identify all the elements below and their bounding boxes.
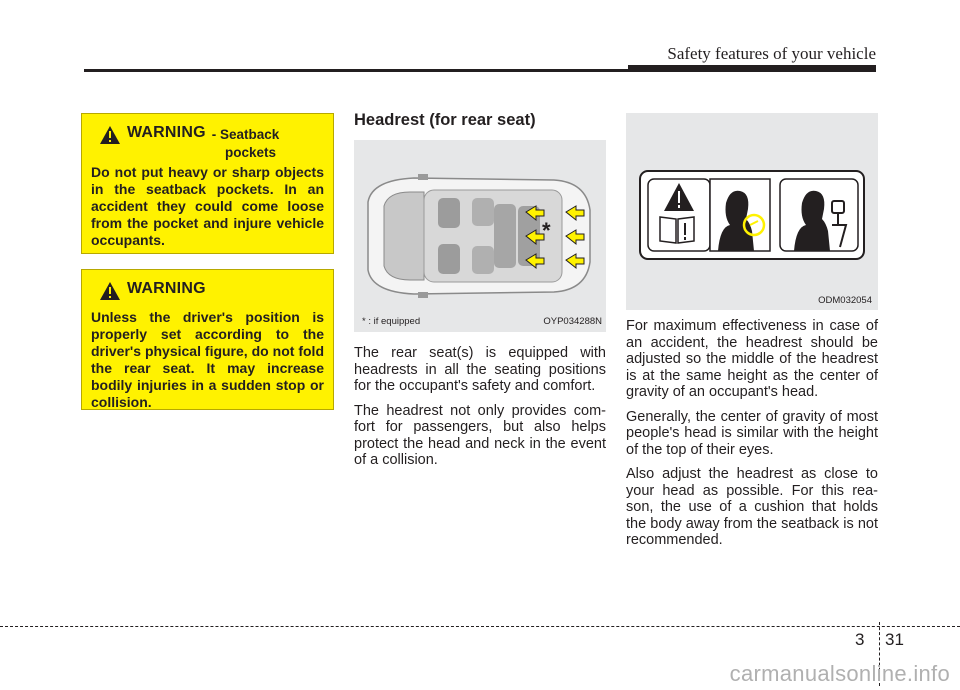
paragraph: For maximum effectiveness in case of an accident, the headrest should be adjusted so the middle of the headrest is at the same height as the center of gravity of an occupant's head.	[626, 318, 878, 400]
figure-footnote: * : if equipped	[362, 316, 421, 327]
headrest-adjustment-illustration	[626, 113, 878, 310]
optional-marker: *	[542, 218, 551, 243]
warning-triangle-icon	[99, 281, 121, 301]
chapter-number: 3	[855, 630, 865, 649]
running-header: Safety features of your vehicle	[667, 44, 876, 63]
figure-code: OYP034288N	[543, 316, 602, 327]
headrest-adjustment-text	[626, 318, 878, 557]
watermark: carmanualsonline.info	[729, 661, 950, 686]
warning-label: WARNING	[127, 280, 206, 297]
vehicle-top-view-illustration	[354, 140, 606, 332]
figure-rear-headrests	[354, 140, 606, 332]
warning-text: Unless the driver's position is properly set according to the driver's physical figure, do not fold the rear seat. It may increase bodily injuries in a sudden stop or collision.	[91, 309, 324, 410]
paragraph: Generally, the center of gravity of most people's head is similar with the height of the top of their eyes.	[626, 408, 878, 458]
footer-rule	[0, 626, 960, 627]
warning-subtitle: - Seatback	[211, 127, 280, 142]
rear-headrest-intro-text	[354, 345, 606, 477]
warning-subtitle-line2: pockets	[225, 145, 277, 160]
figure-code: ODM032054	[818, 295, 872, 306]
paragraph: Also adjust the headrest as close to your head as possible. For this rea-son, the use of a cushion that holds the body away from the seatback is not recommended.	[626, 466, 878, 548]
warning-box-driver-position	[81, 269, 334, 410]
warning-label: WARNING	[127, 124, 206, 141]
warning-text: Do not put heavy or sharp objects in the seatback pockets. In an accident they could come loose from the pocket and injure vehicle occupants.	[91, 164, 324, 248]
paragraph: The rear seat(s) is equipped with headrests in all the seating positions for the occupant's safety and comfort.	[354, 345, 606, 394]
figure-headrest-position	[626, 113, 878, 310]
paragraph: The headrest not only provides com-fort for passengers, but also helps protect the head and neck in the event of a collision.	[354, 402, 606, 468]
warning-triangle-icon	[99, 125, 121, 145]
section-title: Headrest (for rear seat)	[354, 111, 536, 129]
header-rule	[84, 69, 876, 72]
warning-heading	[99, 124, 324, 145]
warning-box-seatback-pockets	[81, 113, 334, 254]
page-number: 31	[885, 630, 904, 649]
warning-heading	[99, 280, 324, 301]
